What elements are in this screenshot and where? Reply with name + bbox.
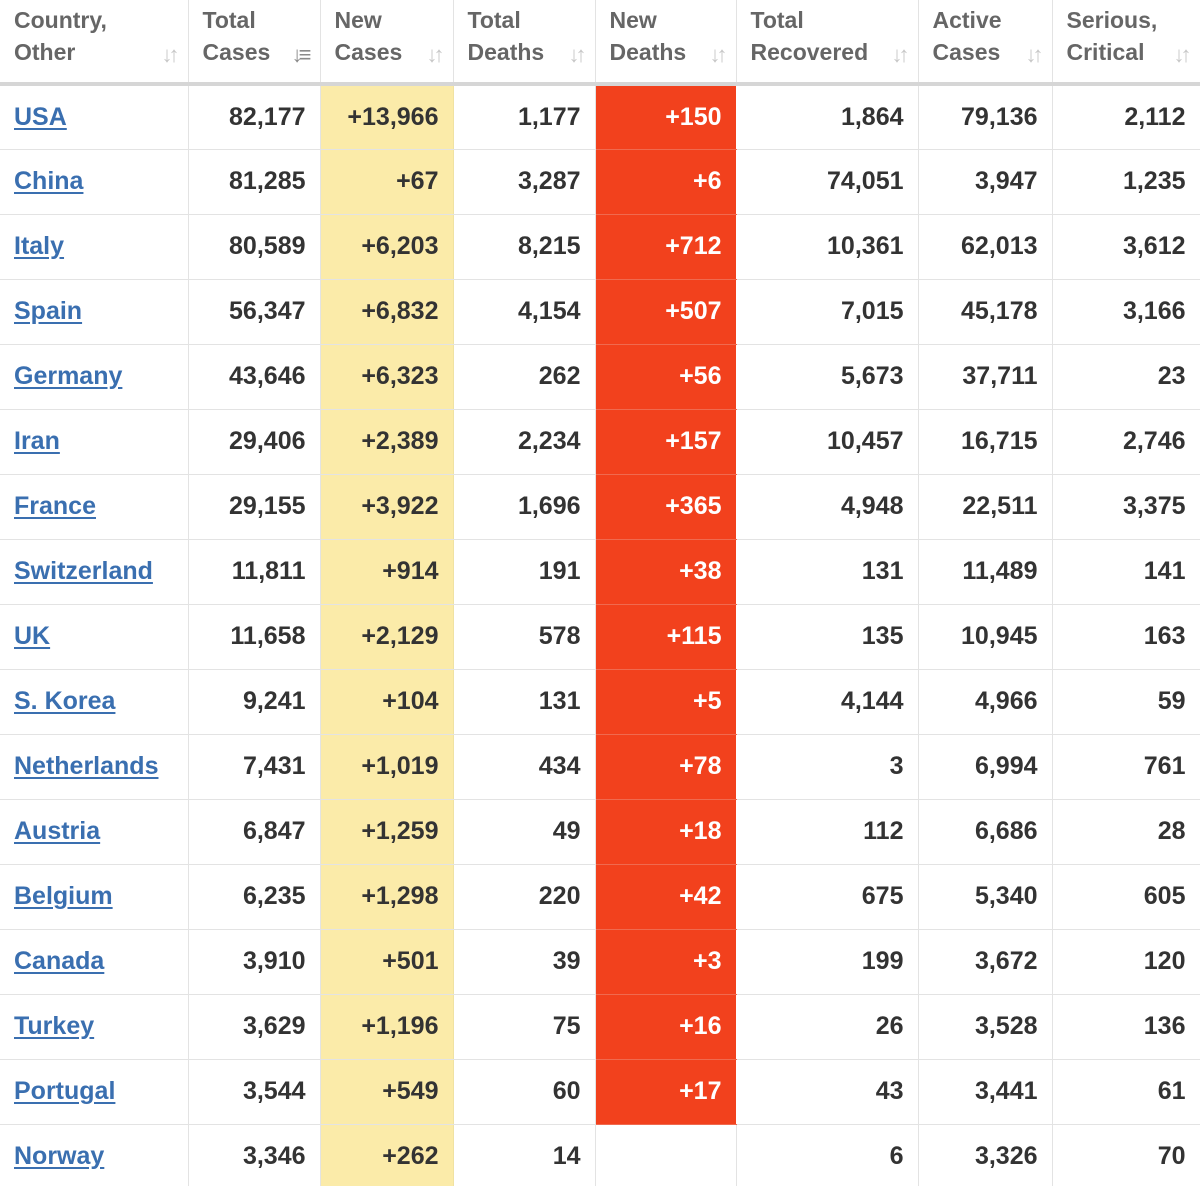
column-header-total-deaths[interactable] [453, 0, 595, 84]
cell-new-deaths: +78 [595, 734, 736, 799]
cell-serious-critical: 2,112 [1052, 84, 1200, 149]
cell-total-cases: 56,347 [188, 279, 320, 344]
cell-new-deaths: +365 [595, 474, 736, 539]
cell-total-deaths: 3,287 [453, 149, 595, 214]
cell-country [0, 994, 188, 1059]
cell-serious-critical: 23 [1052, 344, 1200, 409]
cell-total-cases: 29,406 [188, 409, 320, 474]
cell-new-deaths: +115 [595, 604, 736, 669]
cell-total-deaths: 220 [453, 864, 595, 929]
cell-total-recovered: 7,015 [736, 279, 918, 344]
cell-active-cases: 6,994 [918, 734, 1052, 799]
cell-serious-critical: 28 [1052, 799, 1200, 864]
cell-total-recovered: 6 [736, 1124, 918, 1186]
cell-country [0, 604, 188, 669]
cell-total-cases: 6,847 [188, 799, 320, 864]
column-header-label: Serious, Critical [1066, 7, 1158, 65]
cell-active-cases: 6,686 [918, 799, 1052, 864]
cell-total-cases: 11,811 [188, 539, 320, 604]
cell-total-cases: 80,589 [188, 214, 320, 279]
cell-serious-critical: 1,235 [1052, 149, 1200, 214]
sort-icon[interactable]: ↓↑ [426, 42, 441, 67]
cell-country [0, 734, 188, 799]
cell-active-cases: 37,711 [918, 344, 1052, 409]
cell-new-deaths [595, 1124, 736, 1186]
cell-new-cases: +13,966 [320, 84, 453, 149]
table-row [0, 799, 1200, 864]
cell-country [0, 409, 188, 474]
sort-icon[interactable]: ↓↑ [709, 42, 724, 67]
cell-new-cases: +1,196 [320, 994, 453, 1059]
cell-total-cases: 9,241 [188, 669, 320, 734]
cell-total-cases: 81,285 [188, 149, 320, 214]
cell-new-deaths: +507 [595, 279, 736, 344]
cell-serious-critical: 70 [1052, 1124, 1200, 1186]
country-link[interactable]: France [14, 492, 96, 520]
table-row [0, 864, 1200, 929]
cell-country [0, 214, 188, 279]
cell-total-deaths: 578 [453, 604, 595, 669]
table-row [0, 929, 1200, 994]
cell-active-cases: 3,672 [918, 929, 1052, 994]
cell-total-recovered: 10,457 [736, 409, 918, 474]
cell-serious-critical: 163 [1052, 604, 1200, 669]
cell-total-deaths: 2,234 [453, 409, 595, 474]
cell-new-cases: +6,323 [320, 344, 453, 409]
cell-total-recovered: 5,673 [736, 344, 918, 409]
cell-new-deaths: +5 [595, 669, 736, 734]
column-header-serious-critical[interactable] [1052, 0, 1200, 84]
table-header [0, 0, 1200, 84]
sort-icon[interactable]: ↓↑ [568, 42, 583, 67]
cell-country [0, 474, 188, 539]
column-header-new-cases[interactable] [320, 0, 453, 84]
cell-total-deaths: 262 [453, 344, 595, 409]
cell-total-recovered: 4,144 [736, 669, 918, 734]
cell-new-cases: +1,298 [320, 864, 453, 929]
cell-total-recovered: 199 [736, 929, 918, 994]
cell-active-cases: 79,136 [918, 84, 1052, 149]
cell-country [0, 799, 188, 864]
table-row [0, 474, 1200, 539]
table-row [0, 149, 1200, 214]
cell-new-cases: +3,922 [320, 474, 453, 539]
cell-active-cases: 16,715 [918, 409, 1052, 474]
cell-serious-critical: 59 [1052, 669, 1200, 734]
cell-total-deaths: 4,154 [453, 279, 595, 344]
country-link[interactable]: Germany [14, 362, 123, 390]
cell-new-deaths: +18 [595, 799, 736, 864]
cell-total-recovered: 43 [736, 1059, 918, 1124]
cell-serious-critical: 3,612 [1052, 214, 1200, 279]
cell-new-cases: +6,203 [320, 214, 453, 279]
cell-total-deaths: 1,696 [453, 474, 595, 539]
cell-serious-critical: 605 [1052, 864, 1200, 929]
cell-active-cases: 3,947 [918, 149, 1052, 214]
table-body [0, 84, 1200, 1186]
cell-active-cases: 10,945 [918, 604, 1052, 669]
table-row [0, 214, 1200, 279]
cell-total-cases: 6,235 [188, 864, 320, 929]
cell-total-recovered: 131 [736, 539, 918, 604]
table-row [0, 344, 1200, 409]
column-header-country[interactable] [0, 0, 188, 84]
cell-total-deaths: 131 [453, 669, 595, 734]
cell-country [0, 84, 188, 149]
header-row [0, 0, 1200, 84]
column-header-label: Total Recovered [750, 7, 869, 65]
cell-total-cases: 11,658 [188, 604, 320, 669]
cell-new-deaths: +16 [595, 994, 736, 1059]
sort-icon[interactable]: ↓↑ [1025, 42, 1040, 67]
country-link[interactable]: Portugal [14, 1077, 116, 1105]
cell-new-deaths: +38 [595, 539, 736, 604]
cell-new-cases: +501 [320, 929, 453, 994]
cell-serious-critical: 3,166 [1052, 279, 1200, 344]
cell-total-deaths: 39 [453, 929, 595, 994]
cell-new-cases: +2,129 [320, 604, 453, 669]
cell-new-cases: +6,832 [320, 279, 453, 344]
country-link[interactable]: S. Korea [14, 687, 116, 715]
cell-serious-critical: 61 [1052, 1059, 1200, 1124]
table-row [0, 84, 1200, 149]
table-row [0, 669, 1200, 734]
cell-total-cases: 3,629 [188, 994, 320, 1059]
country-link[interactable]: Austria [14, 817, 101, 845]
table-row [0, 409, 1200, 474]
cell-total-cases: 82,177 [188, 84, 320, 149]
column-header-label: Country, Other [14, 7, 107, 65]
column-header-label: Total Cases [202, 7, 271, 65]
cell-total-deaths: 49 [453, 799, 595, 864]
cell-new-deaths: +42 [595, 864, 736, 929]
cell-new-cases: +1,259 [320, 799, 453, 864]
cell-country [0, 1124, 188, 1186]
cell-total-recovered: 135 [736, 604, 918, 669]
cell-total-deaths: 191 [453, 539, 595, 604]
cell-new-deaths: +6 [595, 149, 736, 214]
cell-country [0, 1059, 188, 1124]
sort-icon[interactable]: ↓↑ [1173, 42, 1188, 67]
cell-total-recovered: 26 [736, 994, 918, 1059]
cell-active-cases: 3,326 [918, 1124, 1052, 1186]
cell-total-cases: 3,346 [188, 1124, 320, 1186]
country-link[interactable]: Netherlands [14, 752, 159, 780]
cell-active-cases: 45,178 [918, 279, 1052, 344]
cell-active-cases: 62,013 [918, 214, 1052, 279]
cell-total-deaths: 75 [453, 994, 595, 1059]
cell-active-cases: 5,340 [918, 864, 1052, 929]
cell-active-cases: 22,511 [918, 474, 1052, 539]
cell-country [0, 669, 188, 734]
sort-desc-icon[interactable]: ↓≡ [291, 42, 308, 67]
column-header-new-deaths[interactable] [595, 0, 736, 84]
cell-new-cases: +262 [320, 1124, 453, 1186]
table-row [0, 1059, 1200, 1124]
country-link[interactable]: Spain [14, 297, 83, 325]
country-link[interactable]: USA [14, 102, 67, 131]
column-header-active-cases[interactable] [918, 0, 1052, 84]
cell-country [0, 929, 188, 994]
cell-total-deaths: 434 [453, 734, 595, 799]
cell-active-cases: 3,528 [918, 994, 1052, 1059]
cell-serious-critical: 761 [1052, 734, 1200, 799]
cell-serious-critical: 136 [1052, 994, 1200, 1059]
cell-total-recovered: 112 [736, 799, 918, 864]
country-link[interactable]: Norway [14, 1142, 105, 1170]
cell-active-cases: 4,966 [918, 669, 1052, 734]
column-header-total-recovered[interactable] [736, 0, 918, 84]
sort-icon[interactable]: ↓↑ [891, 42, 906, 67]
column-header-total-cases[interactable] [188, 0, 320, 84]
cell-new-deaths: +17 [595, 1059, 736, 1124]
column-header-label: New Cases [334, 7, 403, 65]
cell-total-cases: 3,910 [188, 929, 320, 994]
country-link[interactable]: Iran [14, 427, 60, 455]
cell-country [0, 864, 188, 929]
cell-total-recovered: 675 [736, 864, 918, 929]
column-header-label: Active Cases [932, 7, 1002, 65]
cell-serious-critical: 2,746 [1052, 409, 1200, 474]
cell-serious-critical: 120 [1052, 929, 1200, 994]
cell-total-cases: 43,646 [188, 344, 320, 409]
cell-total-deaths: 8,215 [453, 214, 595, 279]
cell-total-cases: 29,155 [188, 474, 320, 539]
cell-serious-critical: 141 [1052, 539, 1200, 604]
cell-serious-critical: 3,375 [1052, 474, 1200, 539]
table-row [0, 604, 1200, 669]
cell-new-cases: +104 [320, 669, 453, 734]
cell-total-recovered: 74,051 [736, 149, 918, 214]
country-link[interactable]: China [14, 167, 84, 195]
cell-total-recovered: 1,864 [736, 84, 918, 149]
cell-total-cases: 7,431 [188, 734, 320, 799]
cell-total-deaths: 1,177 [453, 84, 595, 149]
cell-total-deaths: 60 [453, 1059, 595, 1124]
country-link[interactable]: Italy [14, 232, 65, 260]
cell-new-deaths: +56 [595, 344, 736, 409]
cell-total-deaths: 14 [453, 1124, 595, 1186]
cell-total-recovered: 4,948 [736, 474, 918, 539]
cell-new-deaths: +150 [595, 84, 736, 149]
table-row [0, 994, 1200, 1059]
cell-total-cases: 3,544 [188, 1059, 320, 1124]
country-link[interactable]: Turkey [14, 1012, 95, 1040]
table-row [0, 539, 1200, 604]
cell-active-cases: 11,489 [918, 539, 1052, 604]
sort-icon[interactable]: ↓↑ [161, 42, 176, 67]
cell-new-cases: +1,019 [320, 734, 453, 799]
cell-new-deaths: +712 [595, 214, 736, 279]
cell-country [0, 279, 188, 344]
country-link[interactable]: Belgium [14, 882, 113, 910]
cell-active-cases: 3,441 [918, 1059, 1052, 1124]
column-header-label: New Deaths [609, 7, 687, 65]
column-header-label: Total Deaths [467, 7, 545, 65]
table-row [0, 279, 1200, 344]
country-link[interactable]: Switzerland [14, 557, 153, 585]
country-link[interactable]: UK [14, 622, 51, 650]
country-link[interactable]: Canada [14, 947, 105, 975]
cell-new-deaths: +3 [595, 929, 736, 994]
cell-new-cases: +914 [320, 539, 453, 604]
cell-total-recovered: 3 [736, 734, 918, 799]
cell-new-cases: +549 [320, 1059, 453, 1124]
cell-country [0, 344, 188, 409]
cell-country [0, 149, 188, 214]
table-row [0, 1124, 1200, 1186]
cell-country [0, 539, 188, 604]
cell-new-cases: +67 [320, 149, 453, 214]
cell-total-recovered: 10,361 [736, 214, 918, 279]
cell-new-cases: +2,389 [320, 409, 453, 474]
table-row [0, 734, 1200, 799]
cell-new-deaths: +157 [595, 409, 736, 474]
